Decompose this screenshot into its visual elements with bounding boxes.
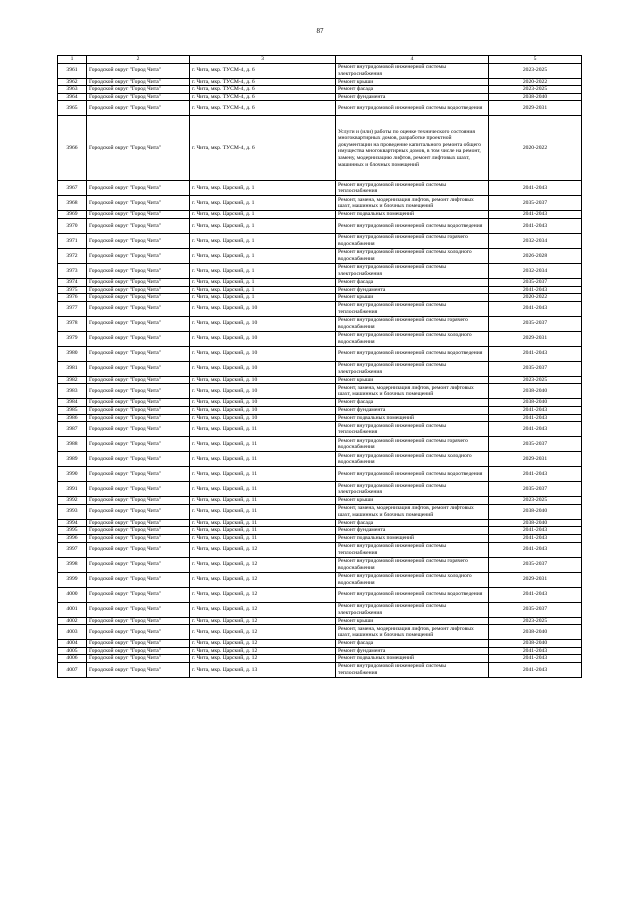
table-row	[58, 625, 582, 640]
period-cell: 2038-2040	[489, 504, 582, 519]
period-cell: 2023-2025	[489, 376, 582, 384]
work-type-cell: Ремонт внутридомовой инженерной системы электроснабжения	[336, 263, 489, 278]
work-type-cell: Ремонт внутридомовой инженерной системы теплоснабжения	[336, 301, 489, 316]
table-row	[58, 346, 582, 361]
period-cell: 2041-2043	[489, 181, 582, 196]
work-type-cell: Ремонт внутридомовой инженерной системы горячего водоснабжения	[336, 233, 489, 248]
row-number-cell: 4004	[58, 640, 87, 648]
work-type-cell: Ремонт фундамента	[336, 647, 489, 655]
district-cell: Городской округ "Город Чита"	[87, 437, 190, 452]
work-type-cell: Ремонт крыши	[336, 497, 489, 505]
period-cell: 2041-2043	[489, 218, 582, 233]
period-cell: 2041-2043	[489, 301, 582, 316]
row-number-cell: 3995	[58, 527, 87, 535]
table-row	[58, 482, 582, 497]
work-type-cell: Ремонт крыши	[336, 617, 489, 625]
work-type-cell: Ремонт фундамента	[336, 286, 489, 294]
row-number-cell: 3992	[58, 497, 87, 505]
work-type-cell: Ремонт внутридомовой инженерной системы водоотведения	[336, 587, 489, 602]
address-cell: г. Чита, мкр. Царский, д. 10	[190, 361, 336, 376]
address-cell: г. Чита, мкр. Царский, д. 11	[190, 482, 336, 497]
period-cell: 2041-2043	[489, 534, 582, 542]
table-row	[58, 101, 582, 116]
work-type-cell: Ремонт, замена, модернизация лифтов, ремонт лифтовых шахт, машинных и блочных помещений	[336, 384, 489, 399]
table-row	[58, 286, 582, 294]
row-number-cell: 3988	[58, 437, 87, 452]
table-row	[58, 602, 582, 617]
table-row	[58, 316, 582, 331]
address-cell: г. Чита, мкр. Царский, д. 12	[190, 587, 336, 602]
work-type-cell: Ремонт внутридомовой инженерной системы холодного водоснабжения	[336, 331, 489, 346]
address-cell: г. Чита, мкр. Царский, д. 12	[190, 602, 336, 617]
period-cell: 2038-2040	[489, 625, 582, 640]
period-cell: 2035-2037	[489, 437, 582, 452]
address-cell: г. Чита, мкр. Царский, д. 1	[190, 263, 336, 278]
row-number-cell: 3982	[58, 376, 87, 384]
row-number-cell: 3970	[58, 218, 87, 233]
table-row	[58, 63, 582, 78]
district-cell: Городской округ "Город Чита"	[87, 101, 190, 116]
row-number-cell: 3983	[58, 384, 87, 399]
table-row	[58, 542, 582, 557]
district-cell: Городской округ "Город Чита"	[87, 384, 190, 399]
period-cell: 2035-2037	[489, 278, 582, 286]
row-number-cell: 3967	[58, 181, 87, 196]
header-cell: 2	[87, 56, 190, 64]
work-type-cell: Ремонт внутридомовой инженерной системы горячего водоснабжения	[336, 557, 489, 572]
work-type-cell: Ремонт фундамента	[336, 406, 489, 414]
district-cell: Городской округ "Город Чита"	[87, 93, 190, 101]
table-row	[58, 452, 582, 467]
row-number-cell: 3975	[58, 286, 87, 294]
work-type-cell: Ремонт, замена, модернизация лифтов, ремонт лифтовых шахт, машинных и блочных помещений	[336, 504, 489, 519]
table-row	[58, 497, 582, 505]
row-number-cell: 3994	[58, 519, 87, 527]
header-cell: 1	[58, 56, 87, 64]
work-type-cell: Ремонт внутридомовой инженерной системы электроснабжения	[336, 602, 489, 617]
table-row	[58, 331, 582, 346]
work-type-cell: Ремонт подвальных помещений	[336, 211, 489, 219]
address-cell: г. Чита, мкр. Царский, д. 13	[190, 662, 336, 677]
district-cell: Городской округ "Город Чита"	[87, 248, 190, 263]
period-cell: 2026-2028	[489, 248, 582, 263]
address-cell: г. Чита, мкр. ТУСМ-4, д. 6	[190, 101, 336, 116]
table-row	[58, 414, 582, 422]
address-cell: г. Чита, мкр. Царский, д. 1	[190, 278, 336, 286]
district-cell: Городской округ "Город Чита"	[87, 452, 190, 467]
work-type-cell: Ремонт внутридомовой инженерной системы электроснабжения	[336, 361, 489, 376]
address-cell: г. Чита, мкр. Царский, д. 1	[190, 248, 336, 263]
work-type-cell: Ремонт фундамента	[336, 93, 489, 101]
period-cell: 2020-2022	[489, 78, 582, 86]
table-row	[58, 504, 582, 519]
table-row	[58, 294, 582, 302]
period-cell: 2041-2043	[489, 414, 582, 422]
row-number-cell: 3987	[58, 422, 87, 437]
row-number-cell: 3990	[58, 467, 87, 482]
work-type-cell: Ремонт, замена, модернизация лифтов, ремонт лифтовых шахт, машинных и блочных помещений	[336, 196, 489, 211]
district-cell: Городской округ "Город Чита"	[87, 301, 190, 316]
row-number-cell: 3980	[58, 346, 87, 361]
district-cell: Городской округ "Город Чита"	[87, 376, 190, 384]
district-cell: Городской округ "Город Чита"	[87, 316, 190, 331]
header-cell: 3	[190, 56, 336, 64]
table-row	[58, 617, 582, 625]
table-row	[58, 301, 582, 316]
row-number-cell: 3962	[58, 78, 87, 86]
address-cell: г. Чита, мкр. ТУСМ-4, д. 6	[190, 63, 336, 78]
table-row	[58, 233, 582, 248]
period-cell: 2041-2043	[489, 467, 582, 482]
work-type-cell: Ремонт фасада	[336, 86, 489, 94]
address-cell: г. Чита, мкр. Царский, д. 10	[190, 406, 336, 414]
district-cell: Городской округ "Город Чита"	[87, 406, 190, 414]
period-cell: 2035-2037	[489, 361, 582, 376]
table-row	[58, 196, 582, 211]
row-number-cell: 3996	[58, 534, 87, 542]
work-type-cell: Ремонт внутридомовой инженерной системы теплоснабжения	[336, 662, 489, 677]
row-number-cell: 4007	[58, 662, 87, 677]
period-cell: 2041-2043	[489, 542, 582, 557]
district-cell: Городской округ "Город Чита"	[87, 467, 190, 482]
district-cell: Городской округ "Город Чита"	[87, 414, 190, 422]
period-cell: 2041-2043	[489, 286, 582, 294]
row-number-cell: 3969	[58, 211, 87, 219]
row-number-cell: 4006	[58, 655, 87, 663]
table-row	[58, 662, 582, 677]
table-row	[58, 519, 582, 527]
row-number-cell: 3985	[58, 406, 87, 414]
address-cell: г. Чита, мкр. Царский, д. 10	[190, 376, 336, 384]
work-type-cell: Ремонт подвальных помещений	[336, 655, 489, 663]
work-type-cell: Ремонт внутридомовой инженерной системы водоотведения	[336, 101, 489, 116]
period-cell: 2038-2040	[489, 384, 582, 399]
period-cell: 2041-2043	[489, 406, 582, 414]
table-row	[58, 384, 582, 399]
row-number-cell: 3998	[58, 557, 87, 572]
address-cell: г. Чита, мкр. Царский, д. 10	[190, 346, 336, 361]
district-cell: Городской округ "Город Чита"	[87, 78, 190, 86]
row-number-cell: 3968	[58, 196, 87, 211]
row-number-cell: 3977	[58, 301, 87, 316]
table-body	[58, 63, 582, 677]
period-cell: 2029-2031	[489, 572, 582, 587]
row-number-cell: 3989	[58, 452, 87, 467]
table-row	[58, 534, 582, 542]
district-cell: Городской округ "Город Чита"	[87, 294, 190, 302]
row-number-cell: 3986	[58, 414, 87, 422]
row-number-cell: 4001	[58, 602, 87, 617]
address-cell: г. Чита, мкр. Царский, д. 12	[190, 655, 336, 663]
address-cell: г. Чита, мкр. ТУСМ-4, д. 6	[190, 78, 336, 86]
period-cell: 2041-2043	[489, 422, 582, 437]
district-cell: Городской округ "Город Чита"	[87, 655, 190, 663]
district-cell: Городской округ "Город Чита"	[87, 527, 190, 535]
row-number-cell: 3971	[58, 233, 87, 248]
work-type-cell: Ремонт фундамента	[336, 527, 489, 535]
period-cell: 2038-2040	[489, 399, 582, 407]
work-type-cell: Ремонт внутридомовой инженерной системы холодного водоснабжения	[336, 452, 489, 467]
district-cell: Городской округ "Город Чита"	[87, 557, 190, 572]
district-cell: Городской округ "Город Чита"	[87, 116, 190, 181]
work-type-cell: Ремонт крыши	[336, 376, 489, 384]
row-number-cell: 3961	[58, 63, 87, 78]
row-number-cell: 3978	[58, 316, 87, 331]
work-type-cell: Ремонт внутридомовой инженерной системы теплоснабжения	[336, 542, 489, 557]
header-cell: 4	[336, 56, 489, 64]
address-cell: г. Чита, мкр. Царский, д. 1	[190, 294, 336, 302]
address-cell: г. Чита, мкр. Царский, д. 11	[190, 534, 336, 542]
period-cell: 2035-2037	[489, 602, 582, 617]
district-cell: Городской округ "Город Чита"	[87, 497, 190, 505]
period-cell: 2038-2040	[489, 519, 582, 527]
district-cell: Городской округ "Город Чита"	[87, 286, 190, 294]
period-cell: 2041-2043	[489, 211, 582, 219]
district-cell: Городской округ "Город Чита"	[87, 331, 190, 346]
period-cell: 2020-2022	[489, 294, 582, 302]
address-cell: г. Чита, мкр. Царский, д. 1	[190, 196, 336, 211]
table-row	[58, 399, 582, 407]
period-cell: 2038-2040	[489, 640, 582, 648]
table-header	[58, 56, 582, 64]
district-cell: Городской округ "Город Чита"	[87, 86, 190, 94]
row-number-cell: 3999	[58, 572, 87, 587]
address-cell: г. Чита, мкр. Царский, д. 11	[190, 422, 336, 437]
work-type-cell: Ремонт внутридомовой инженерной системы водоотведения	[336, 218, 489, 233]
work-type-cell: Ремонт крыши	[336, 78, 489, 86]
table-row	[58, 263, 582, 278]
table-row	[58, 278, 582, 286]
address-cell: г. Чита, мкр. Царский, д. 10	[190, 331, 336, 346]
work-type-cell: Ремонт фасада	[336, 519, 489, 527]
row-number-cell: 3963	[58, 86, 87, 94]
work-type-cell: Ремонт внутридомовой инженерной системы холодного водоснабжения	[336, 248, 489, 263]
table-row	[58, 361, 582, 376]
address-cell: г. Чита, мкр. Царский, д. 12	[190, 542, 336, 557]
address-cell: г. Чита, мкр. Царский, д. 12	[190, 625, 336, 640]
address-cell: г. Чита, мкр. Царский, д. 1	[190, 286, 336, 294]
address-cell: г. Чита, мкр. Царский, д. 10	[190, 399, 336, 407]
district-cell: Городской округ "Город Чита"	[87, 504, 190, 519]
table-row	[58, 116, 582, 181]
address-cell: г. Чита, мкр. ТУСМ-4, д. 6	[190, 86, 336, 94]
row-number-cell: 3991	[58, 482, 87, 497]
address-cell: г. Чита, мкр. Царский, д. 11	[190, 452, 336, 467]
address-cell: г. Чита, мкр. Царский, д. 1	[190, 218, 336, 233]
period-cell: 2035-2037	[489, 482, 582, 497]
district-cell: Городской округ "Город Чита"	[87, 617, 190, 625]
period-cell: 2038-2040	[489, 93, 582, 101]
period-cell: 2041-2043	[489, 527, 582, 535]
period-cell: 2035-2037	[489, 316, 582, 331]
table-row	[58, 218, 582, 233]
work-type-cell: Ремонт внутридомовой инженерной системы водоотведения	[336, 467, 489, 482]
table-row	[58, 86, 582, 94]
district-cell: Городской округ "Город Чита"	[87, 63, 190, 78]
period-cell: 2029-2031	[489, 452, 582, 467]
row-number-cell: 3979	[58, 331, 87, 346]
district-cell: Городской округ "Город Чита"	[87, 534, 190, 542]
table-row	[58, 248, 582, 263]
period-cell: 2035-2037	[489, 196, 582, 211]
address-cell: г. Чита, мкр. Царский, д. 10	[190, 414, 336, 422]
row-number-cell: 3993	[58, 504, 87, 519]
work-type-cell: Ремонт фасада	[336, 640, 489, 648]
work-type-cell: Ремонт внутридомовой инженерной системы водоотведения	[336, 346, 489, 361]
row-number-cell: 3984	[58, 399, 87, 407]
row-number-cell: 3976	[58, 294, 87, 302]
row-number-cell: 3966	[58, 116, 87, 181]
period-cell: 2029-2031	[489, 101, 582, 116]
work-type-cell: Ремонт внутридомовой инженерной системы теплоснабжения	[336, 181, 489, 196]
address-cell: г. Чита, мкр. Царский, д. 12	[190, 647, 336, 655]
table-row	[58, 647, 582, 655]
row-number-cell: 3981	[58, 361, 87, 376]
address-cell: г. Чита, мкр. Царский, д. 12	[190, 617, 336, 625]
period-cell: 2041-2043	[489, 587, 582, 602]
address-cell: г. Чита, мкр. Царский, д. 11	[190, 467, 336, 482]
address-cell: г. Чита, мкр. Царский, д. 12	[190, 557, 336, 572]
row-number-cell: 3974	[58, 278, 87, 286]
district-cell: Городской округ "Город Чита"	[87, 263, 190, 278]
address-cell: г. Чита, мкр. Царский, д. 10	[190, 384, 336, 399]
table-row	[58, 557, 582, 572]
row-number-cell: 3965	[58, 101, 87, 116]
row-number-cell: 4002	[58, 617, 87, 625]
district-cell: Городской округ "Город Чита"	[87, 662, 190, 677]
period-cell: 2035-2037	[489, 557, 582, 572]
table-row	[58, 406, 582, 414]
address-cell: г. Чита, мкр. Царский, д. 1	[190, 181, 336, 196]
address-cell: г. Чита, мкр. Царский, д. 11	[190, 497, 336, 505]
district-cell: Городской округ "Город Чита"	[87, 196, 190, 211]
work-type-cell: Ремонт внутридомовой инженерной системы холодного водоснабжения	[336, 572, 489, 587]
table-row	[58, 376, 582, 384]
row-number-cell: 4003	[58, 625, 87, 640]
table-row	[58, 572, 582, 587]
header-cell: 5	[489, 56, 582, 64]
work-type-cell: Ремонт фасада	[336, 278, 489, 286]
period-cell: 2023-2025	[489, 86, 582, 94]
row-number-cell: 4000	[58, 587, 87, 602]
period-cell: 2023-2025	[489, 617, 582, 625]
district-cell: Городской округ "Город Чита"	[87, 640, 190, 648]
address-cell: г. Чита, мкр. Царский, д. 11	[190, 519, 336, 527]
district-cell: Городской округ "Город Чита"	[87, 181, 190, 196]
period-cell: 2020-2022	[489, 116, 582, 181]
table-row	[58, 587, 582, 602]
header-row	[58, 56, 582, 64]
district-cell: Городской округ "Город Чита"	[87, 346, 190, 361]
district-cell: Городской округ "Город Чита"	[87, 572, 190, 587]
district-cell: Городской округ "Город Чита"	[87, 602, 190, 617]
capital-repair-table	[57, 55, 582, 678]
page-number: 87	[316, 27, 324, 35]
address-cell: г. Чита, мкр. Царский, д. 11	[190, 527, 336, 535]
table-row	[58, 640, 582, 648]
address-cell: г. Чита, мкр. ТУСМ-4, д. 6	[190, 116, 336, 181]
period-cell: 2029-2031	[489, 331, 582, 346]
address-cell: г. Чита, мкр. Царский, д. 10	[190, 301, 336, 316]
district-cell: Городской округ "Город Чита"	[87, 542, 190, 557]
work-type-cell: Ремонт внутридомовой инженерной системы теплоснабжения	[336, 422, 489, 437]
district-cell: Городской округ "Город Чита"	[87, 625, 190, 640]
work-type-cell: Ремонт фасада	[336, 399, 489, 407]
district-cell: Городской округ "Город Чита"	[87, 519, 190, 527]
district-cell: Городской округ "Город Чита"	[87, 211, 190, 219]
period-cell: 2041-2043	[489, 655, 582, 663]
address-cell: г. Чита, мкр. ТУСМ-4, д. 6	[190, 93, 336, 101]
row-number-cell: 3972	[58, 248, 87, 263]
table-row	[58, 181, 582, 196]
work-type-cell: Услуги и (или) работы по оценке технического состояния многоквартирных домов, разработке проектной документации на проведение капитального ремонта общего имущества многоквартирных домов, в том числе на ремонт, замену, модернизацию лифтов, ремонт лифтовых шахт, машинных и блочных помещений	[336, 116, 489, 181]
work-type-cell: Ремонт внутридомовой инженерной системы электроснабжения	[336, 482, 489, 497]
row-number-cell: 3964	[58, 93, 87, 101]
district-cell: Городской округ "Город Чита"	[87, 647, 190, 655]
period-cell: 2032-2034	[489, 233, 582, 248]
work-type-cell: Ремонт подвальных помещений	[336, 534, 489, 542]
address-cell: г. Чита, мкр. Царский, д. 11	[190, 504, 336, 519]
address-cell: г. Чита, мкр. Царский, д. 12	[190, 640, 336, 648]
period-cell: 2023-2025	[489, 63, 582, 78]
address-cell: г. Чита, мкр. Царский, д. 11	[190, 437, 336, 452]
district-cell: Городской округ "Город Чита"	[87, 218, 190, 233]
address-cell: г. Чита, мкр. Царский, д. 1	[190, 233, 336, 248]
work-type-cell: Ремонт внутридомовой инженерной системы горячего водоснабжения	[336, 437, 489, 452]
period-cell: 2041-2043	[489, 647, 582, 655]
work-type-cell: Ремонт, замена, модернизация лифтов, ремонт лифтовых шахт, машинных и блочных помещений	[336, 625, 489, 640]
district-cell: Городской округ "Город Чита"	[87, 422, 190, 437]
district-cell: Городской округ "Город Чита"	[87, 233, 190, 248]
address-cell: г. Чита, мкр. Царский, д. 12	[190, 572, 336, 587]
district-cell: Городской округ "Город Чита"	[87, 587, 190, 602]
table-row	[58, 211, 582, 219]
work-type-cell: Ремонт крыши	[336, 294, 489, 302]
period-cell: 2041-2043	[489, 662, 582, 677]
table-row	[58, 437, 582, 452]
table-row	[58, 78, 582, 86]
row-number-cell: 4005	[58, 647, 87, 655]
work-type-cell: Ремонт подвальных помещений	[336, 414, 489, 422]
district-cell: Городской округ "Город Чита"	[87, 482, 190, 497]
row-number-cell: 3997	[58, 542, 87, 557]
table-row	[58, 655, 582, 663]
table-row	[58, 93, 582, 101]
district-cell: Городской округ "Город Чита"	[87, 361, 190, 376]
work-type-cell: Ремонт внутридомовой инженерной системы электроснабжения	[336, 63, 489, 78]
table-row	[58, 467, 582, 482]
address-cell: г. Чита, мкр. Царский, д. 1	[190, 211, 336, 219]
district-cell: Городской округ "Город Чита"	[87, 399, 190, 407]
table-row	[58, 422, 582, 437]
row-number-cell: 3973	[58, 263, 87, 278]
table-row	[58, 527, 582, 535]
address-cell: г. Чита, мкр. Царский, д. 10	[190, 316, 336, 331]
district-cell: Городской округ "Город Чита"	[87, 278, 190, 286]
period-cell: 2023-2025	[489, 497, 582, 505]
work-type-cell: Ремонт внутридомовой инженерной системы горячего водоснабжения	[336, 316, 489, 331]
period-cell: 2032-2034	[489, 263, 582, 278]
period-cell: 2041-2043	[489, 346, 582, 361]
